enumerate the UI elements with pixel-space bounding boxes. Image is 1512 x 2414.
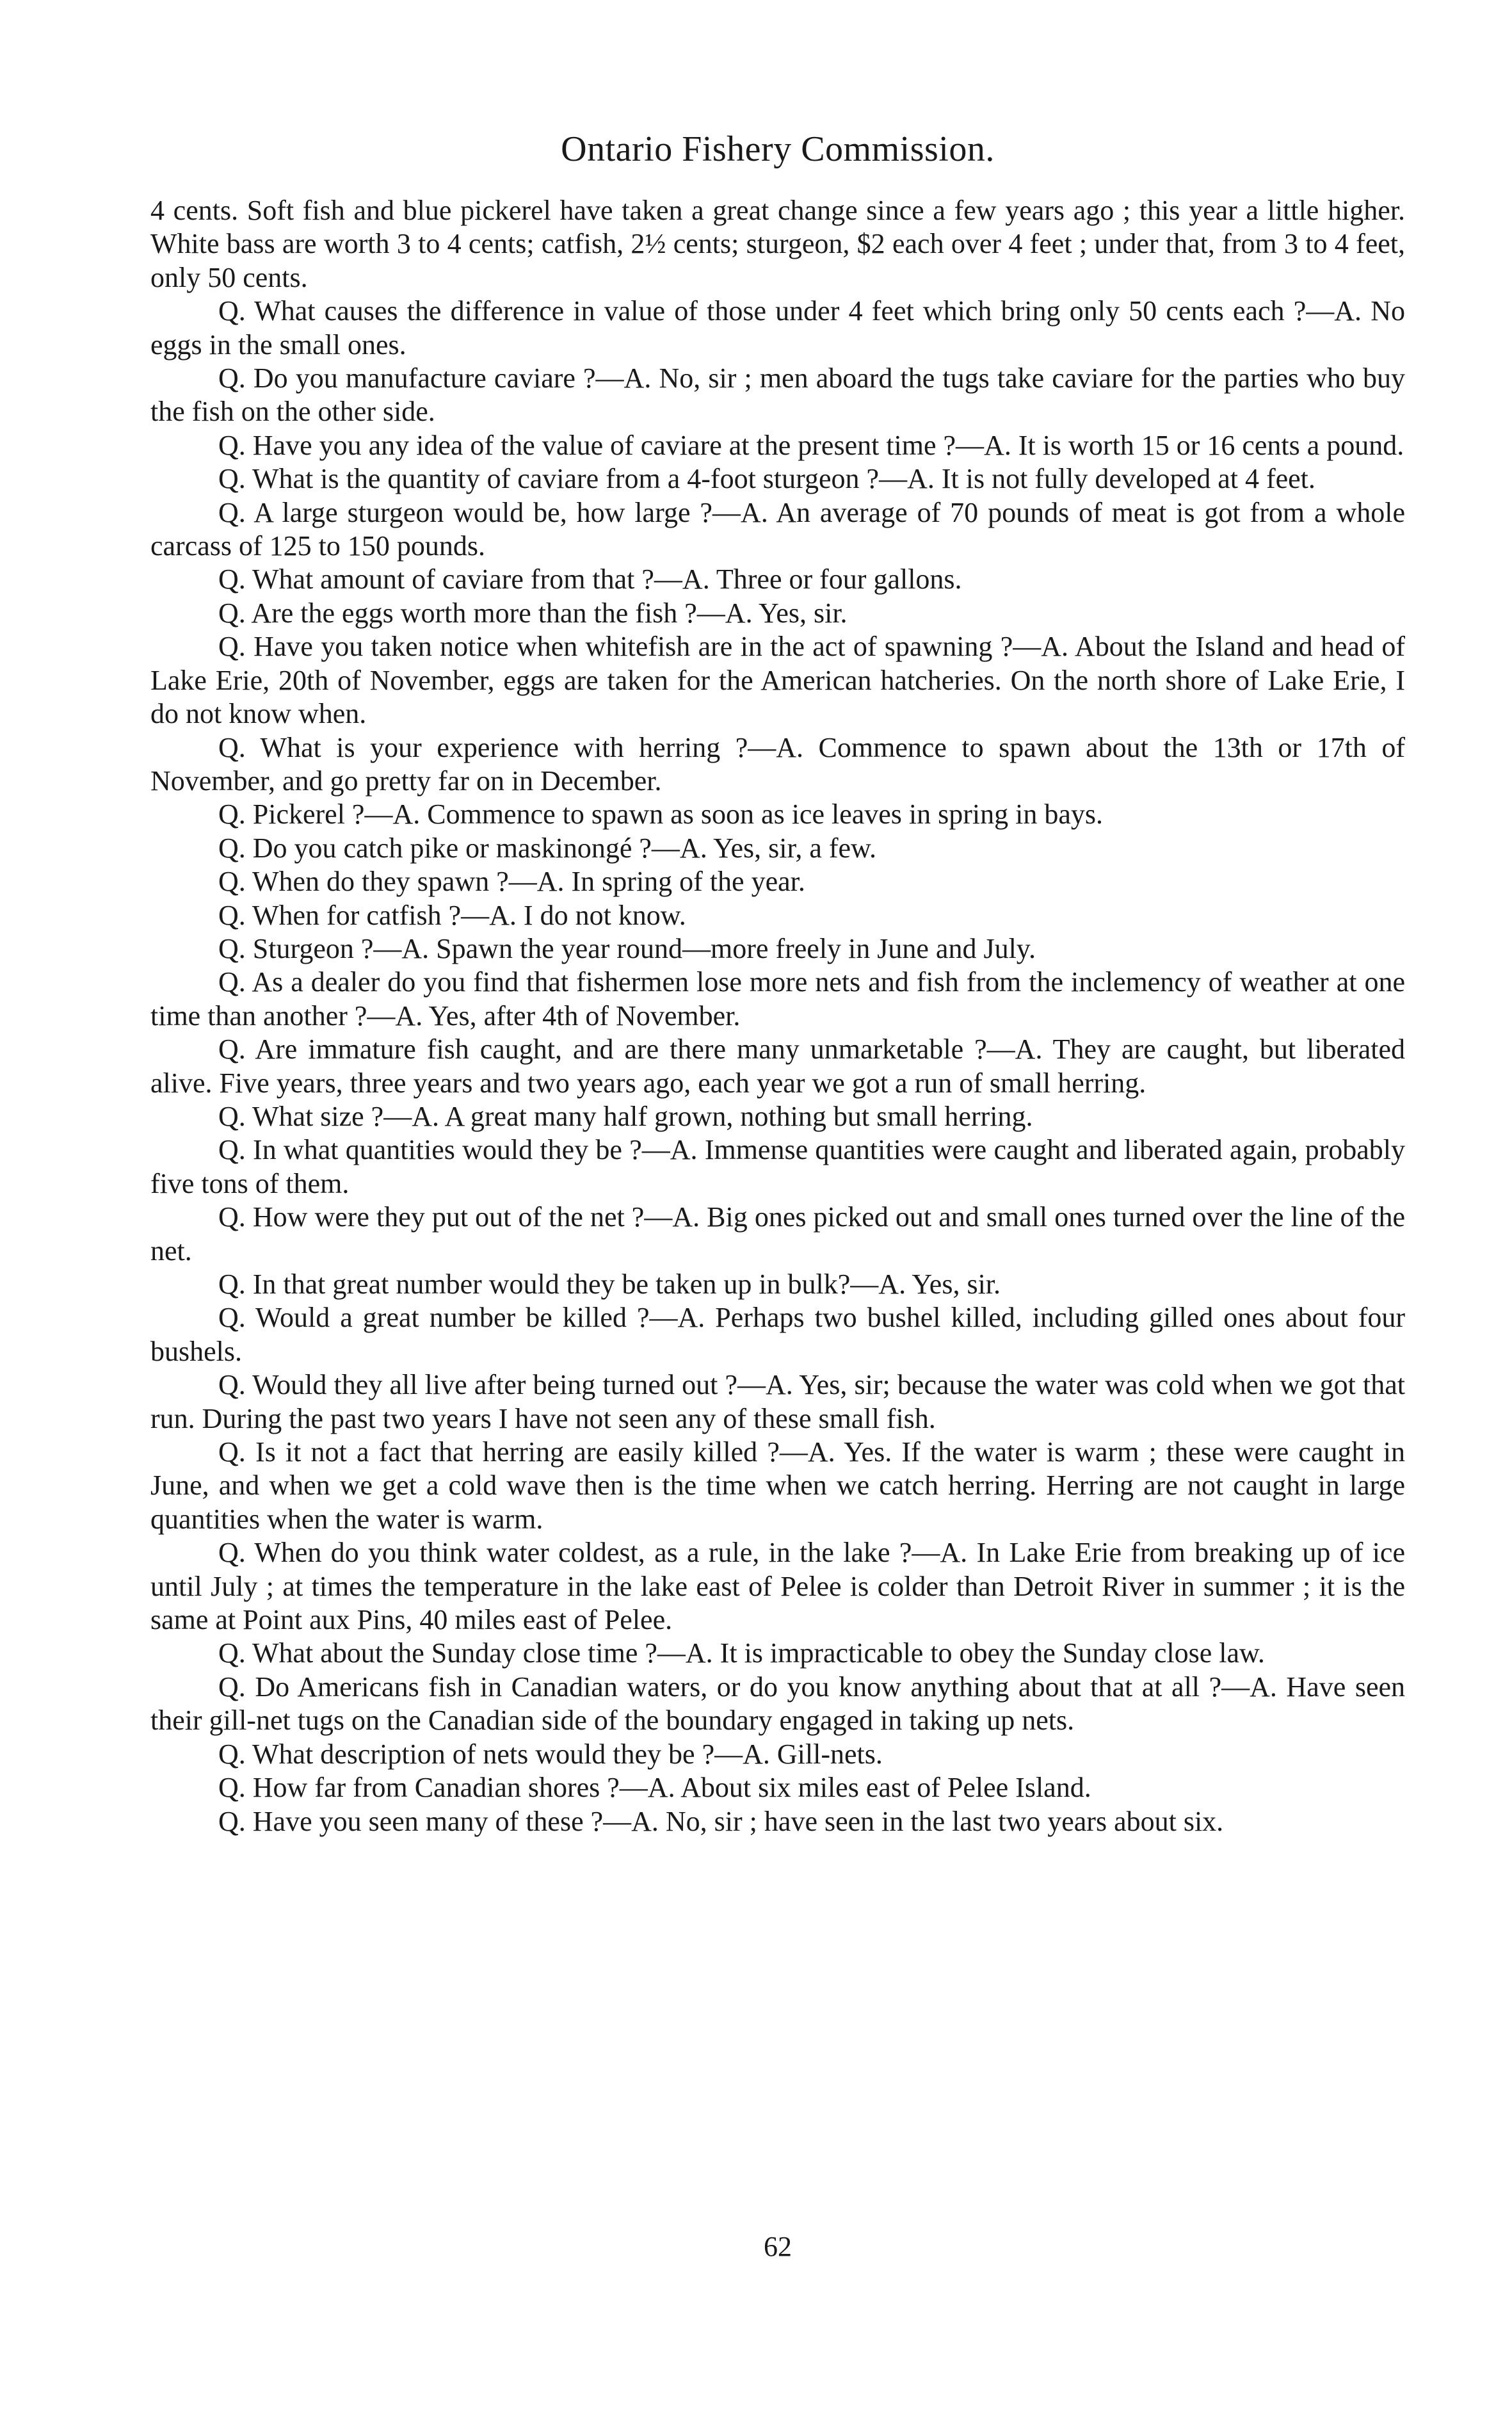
question-answer: Q. In what quantities would they be ?—A. Immense quantities were caught and liberated again, probably five tons of them. [150, 1134, 1405, 1199]
document-page [150, 131, 1405, 2372]
question-answer: Q. What amount of caviare from that ?—A. Three or four gallons. [218, 563, 962, 595]
question-answer: Q. When for catfish ?—A. I do not know. [218, 899, 686, 931]
question-answer: Q. What is your experience with herring ?—A. Commence to spawn about the 13th or 17th of November, and go pretty far on in December. [150, 731, 1405, 797]
question-answer: Q. Have you any idea of the value of caviare at the present time ?—A. It is worth 15 or 16 cents a pound. [218, 429, 1404, 461]
question-answer: Q. What is the quantity of caviare from a 4-foot sturgeon ?—A. It is not fully developed at 4 feet. [218, 463, 1315, 495]
question-answer: Q. Do Americans fish in Canadian waters, or do you know anything about that at all ?—A. Have seen their gill-net tugs on the Canadian side of the boundary engaged in taking up nets. [150, 1671, 1405, 1737]
question-answer: Q. How far from Canadian shores ?—A. About six miles east of Pelee Island. [218, 1772, 1091, 1804]
question-answer: Q. Are the eggs worth more than the fish ?—A. Yes, sir. [218, 597, 848, 629]
question-answer: Q. What causes the difference in value of those under 4 feet which bring only 50 cents each ?—A. No eggs in the small ones. [150, 295, 1405, 360]
question-answer: Q. What about the Sunday close time ?—A. It is impracticable to obey the Sunday close law. [218, 1637, 1265, 1669]
question-answer: Q. What description of nets would they be ?—A. Gill-nets. [218, 1738, 883, 1770]
question-answer: Q. A large sturgeon would be, how large ?—A. An average of 70 pounds of meat is got from a whole carcass of 125 to 150 pounds. [150, 496, 1405, 562]
paragraph-continuation: 4 cents. Soft fish and blue pickerel have taken a great change since a few years ago ; this year a little higher. White bass are worth 3 to 4 cents; catfish, 2½ cents; sturgeon, $2 each over 4 feet ; under that, from 3 to 4 feet, only 50 cents. [150, 195, 1405, 293]
question-answer: Q. When do you think water coldest, as a rule, in the lake ?—A. In Lake Erie from breaking up of ice until July ; at times the temperature in the lake east of Pelee is colder than Detroit River in summer ; it is the same at Point aux Pins, 40 miles east of Pelee. [150, 1537, 1405, 1636]
page-number: 62 [764, 2231, 792, 2262]
question-answer: Q. In that great number would they be taken up in bulk?—A. Yes, sir. [218, 1268, 1001, 1300]
question-answer: Q. What size ?—A. A great many half grown, nothing but small herring. [218, 1100, 1033, 1132]
question-answer: Q. Have you seen many of these ?—A. No, sir ; have seen in the last two years about six. [218, 1805, 1224, 1837]
question-answer: Q. Do you catch pike or maskinongé ?—A. Yes, sir, a few. [218, 832, 876, 864]
question-answer: Q. Pickerel ?—A. Commence to spawn as soon as ice leaves in spring in bays. [218, 798, 1104, 830]
question-answer: Q. Would they all live after being turned out ?—A. Yes, sir; because the water was cold when we got that run. During the past two years I have not seen any of these small fish. [150, 1369, 1405, 1434]
running-title: Ontario Fishery Commission. [561, 129, 995, 169]
question-answer: Q. Do you manufacture caviare ?—A. No, sir ; men aboard the tugs take caviare for the parties who buy the fish on the other side. [150, 362, 1405, 428]
question-answer: Q. When do they spawn ?—A. In spring of the year. [218, 866, 805, 898]
question-answer: Q. Would a great number be killed ?—A. Perhaps two bushel killed, including gilled ones about four bushels. [150, 1302, 1405, 1367]
interview-text [150, 194, 1405, 1838]
question-answer: Q. As a dealer do you find that fishermen lose more nets and fish from the inclemency of weather at one time than another ?—A. Yes, after 4th of November. [150, 966, 1405, 1032]
question-answer: Q. Sturgeon ?—A. Spawn the year round—more freely in June and July. [218, 932, 1036, 964]
question-answer: Q. Are immature fish caught, and are there many unmarketable ?—A. They are caught, but liberated alive. Five years, three years and two years ago, each year we got a run of small herring. [150, 1033, 1405, 1099]
question-answer: Q. Have you taken notice when whitefish are in the act of spawning ?—A. About the Island and head of Lake Erie, 20th of November, eggs are taken for the American hatcheries. On the north shore of Lake Erie, I do not know when. [150, 631, 1405, 730]
question-answer: Q. How were they put out of the net ?—A. Big ones picked out and small ones turned over the line of the net. [150, 1201, 1405, 1267]
question-answer: Q. Is it not a fact that herring are easily killed ?—A. Yes. If the water is warm ; these were caught in June, and when we get a cold wave then is the time when we catch herring. Herring are not caught in large quantities when the water is warm. [150, 1436, 1405, 1535]
